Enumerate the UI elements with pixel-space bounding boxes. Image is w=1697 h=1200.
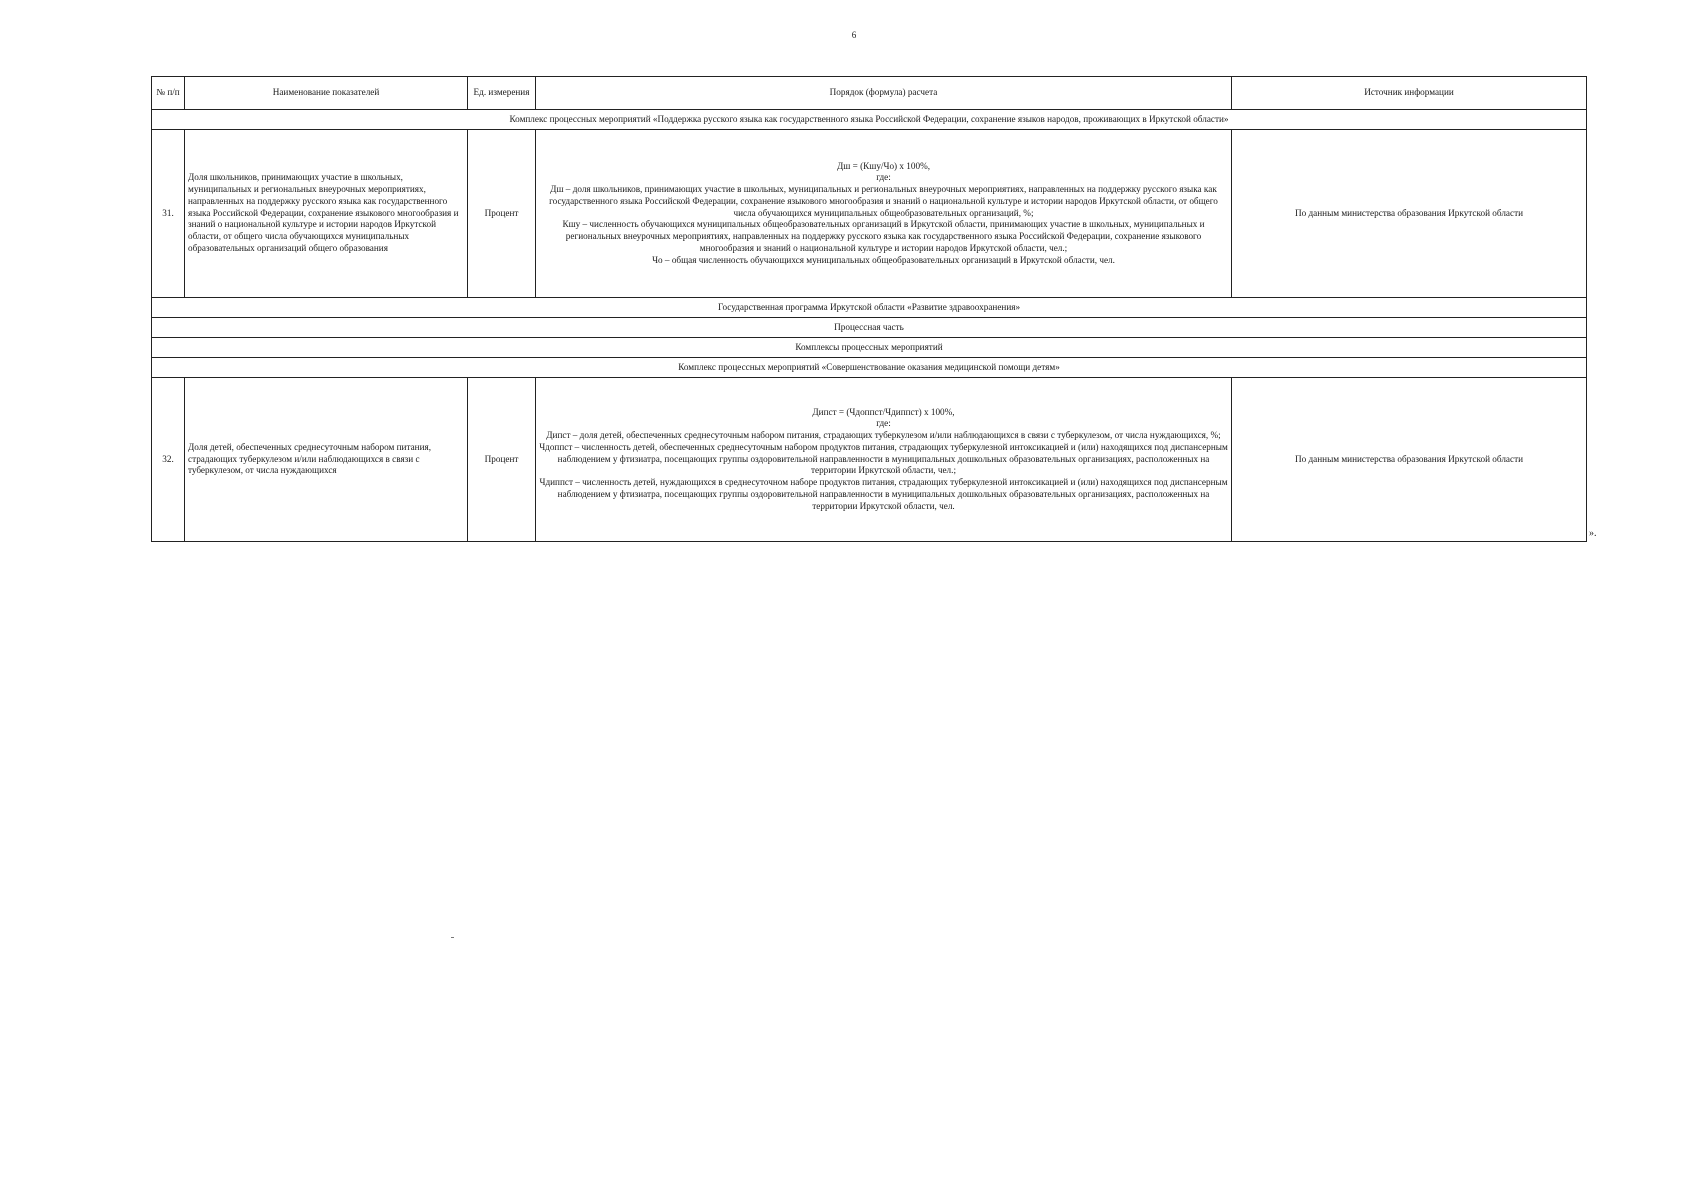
header-formula: Порядок (формула) расчета bbox=[536, 77, 1232, 110]
formula-definition: Чдиппст – численность детей, нуждающихся в среднесуточном наборе продуктов питания, страдающих туберкулезной интоксикацией и (или) находящихся под диспансерным наблюдением у фтизиатра, посещающих группы оздоровительной направленности в муниципальных дошкольных образовательных организациях, расположенных на территории Иркутской области, чел. bbox=[539, 477, 1228, 511]
table-row bbox=[152, 130, 1587, 298]
section-child-medical-care: Комплекс процессных мероприятий «Совершенствование оказания медицинской помощи детям» bbox=[152, 358, 1587, 378]
scan-artifact bbox=[451, 937, 454, 938]
unit-of-measure: Процент bbox=[468, 130, 536, 298]
header-number: № п/п bbox=[152, 77, 185, 110]
page-number bbox=[0, 30, 1697, 40]
indicators-table bbox=[151, 76, 1587, 542]
calculation-formula bbox=[536, 378, 1232, 542]
information-source: По данным министерства образования Иркутской области bbox=[1232, 378, 1587, 542]
section-russian-language: Комплекс процессных мероприятий «Поддержка русского языка как государственного языка Российской Федерации, сохранение языков народов, проживающих в Иркутской области» bbox=[152, 110, 1587, 130]
closing-quote-mark: ». bbox=[1589, 528, 1597, 539]
table-row bbox=[152, 378, 1587, 542]
table-header-row bbox=[152, 77, 1587, 110]
formula-definition: Чдоппст – численность детей, обеспеченных среднесуточным набором продуктов питания, страдающих туберкулезной интоксикацией и (или) находящихся под диспансерным наблюдением у фтизиатра, посещающих группы оздоровительной направленности в муниципальных дошкольных образовательных организациях, расположенных на территории Иркутской области, чел.; bbox=[539, 441, 1228, 476]
section-row bbox=[152, 298, 1587, 318]
section-state-program: Государственная программа Иркутской области «Развитие здравоохранения» bbox=[152, 298, 1587, 318]
formula-where: где: bbox=[876, 172, 891, 183]
information-source: По данным министерства образования Иркутской области bbox=[1232, 130, 1587, 298]
calculation-formula bbox=[536, 130, 1232, 298]
header-indicator-name: Наименование показателей bbox=[185, 77, 468, 110]
indicator-name: Доля детей, обеспеченных среднесуточным набором питания, страдающих туберкулезом и/или наблюдающихся в связи с туберкулезом, от числа нуждающихся bbox=[185, 378, 468, 542]
section-process-part: Процессная часть bbox=[152, 318, 1587, 338]
formula-definition: Кшу – численность обучающихся муниципальных общеобразовательных организаций в Иркутской области, принимающих участие в школьных, муниципальных и региональных внеурочных мероприятиях, направленных на поддержку русского языка как государственного языка Российской Федерации, сохранение языкового многообразия и знаний о национальной культуре и истории народов Иркутской области, чел.; bbox=[562, 219, 1205, 253]
formula-expression: Дш = (Кшу/Чо) х 100%, bbox=[836, 160, 931, 171]
formula-definition: Дш – доля школьников, принимающих участие в школьных, муниципальных и региональных внеурочных мероприятиях, направленных на поддержку русского языка как государственного языка Российской Федерации, сохранение языкового многообразия и знаний о национальной культуре и истории народов Иркутской области, от общего числа обучающихся муниципальных общеобразовательных организаций, %; bbox=[549, 184, 1218, 218]
section-row bbox=[152, 358, 1587, 378]
formula-where: где: bbox=[876, 418, 891, 429]
formula-expression: Дипст = (Чдоппст/Чдиппст) х 100%, bbox=[812, 406, 955, 417]
indicator-name: Доля школьников, принимающих участие в школьных, муниципальных и региональных внеурочных мероприятиях, направленных на поддержку русского языка как государственного языка Российской Федерации, сохранение языкового многообразия и знаний о национальной культуре и истории народов Иркутской области, от общего числа обучающихся муниципальных образовательных организаций общего образования bbox=[185, 130, 468, 298]
formula-definition: Чо – общая численность обучающихся муниципальных общеобразовательных организаций в Иркутской области, чел. bbox=[652, 254, 1115, 265]
header-unit: Ед. измерения bbox=[468, 77, 536, 110]
header-source: Источник информации bbox=[1232, 77, 1587, 110]
formula-definition: Дипст – доля детей, обеспеченных среднесуточным набором питания, страдающих туберкулезом и/или наблюдающихся в связи с туберкулезом, от числа нуждающихся, %; bbox=[546, 430, 1221, 441]
section-process-complexes: Комплексы процессных мероприятий bbox=[152, 338, 1587, 358]
row-number: 31. bbox=[152, 130, 185, 298]
unit-of-measure: Процент bbox=[468, 378, 536, 542]
page-number-text: 6 bbox=[851, 30, 857, 40]
section-row bbox=[152, 110, 1587, 130]
section-row bbox=[152, 318, 1587, 338]
section-row bbox=[152, 338, 1587, 358]
row-number: 32. bbox=[152, 378, 185, 542]
